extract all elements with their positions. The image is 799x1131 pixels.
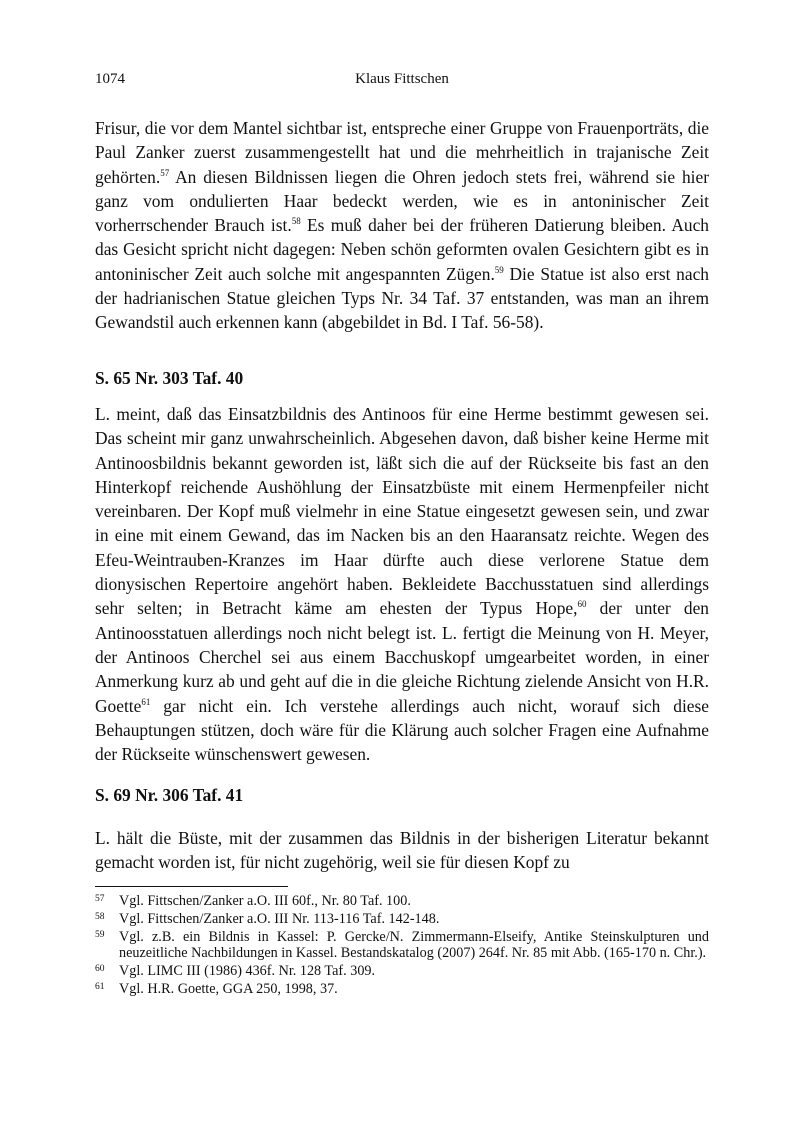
footnote-58 bbox=[95, 911, 709, 928]
footnote-ref[interactable]: 57 bbox=[160, 167, 170, 178]
footnotes bbox=[95, 893, 709, 999]
text-run: L. meint, daß das Einsatzbildnis des Antinoos für eine Herme bestimmt gewesen sei. Das scheint mir ganz unwahrscheinlich. Abgesehen davon, daß bisher keine Herme mit Antinoosbildnis bekannt geworden ist, läßt sich die auf der Rückseite bis fast an den Hinterkopf reichende Aushöhlung der Einsatzbüste mit einem Hermenpfeiler nicht vereinbaren. Der Kopf muß vielmehr in eine Statue eingesetzt gewesen sein, und zwar in eine mit einem Gewand, das im Nacken bis an den Haaransatz reichte. Wegen des Efeu-Weintrauben-Kranzes im Haar dürfte auch diese verlorene Statue dem dionysischen Repertoire angehört haben. Bekleidete Bacchusstatuen sind allerdings sehr selten; in Betracht käme am ehesten der Typus Hope, bbox=[95, 404, 709, 619]
footnote-text: Vgl. Fittschen/Zanker a.O. III Nr. 113-116 Taf. 142-148. bbox=[119, 910, 440, 927]
footnote-number: 60 bbox=[95, 964, 105, 975]
body-paragraph-2 bbox=[95, 402, 709, 766]
body-paragraph-1 bbox=[95, 116, 709, 335]
footnote-60 bbox=[95, 963, 709, 980]
footnote-57 bbox=[95, 893, 709, 910]
text-run: gar nicht ein. Ich verstehe allerdings auch nicht, worauf sich diese Behauptungen stützen, doch wäre für die Klärung auch solcher Fragen eine Aufnahme der Rückseite wünschenswert gewesen. bbox=[95, 695, 709, 765]
footnote-number: 58 bbox=[95, 911, 105, 922]
footnote-text: Vgl. z.B. ein Bildnis in Kassel: P. Gercke/N. Zimmermann-Elseify, Antike Steinskulpturen und neuzeitliche Nachbildungen in Kassel. Bestandskatalog (2007) 264f. Nr. 85 mit Abb. (165-170 n. Chr.). bbox=[119, 928, 709, 962]
text-run: Es muß daher bei der früheren Datierung bleiben. Auch das Gesicht spricht nicht dagegen: Neben schön geformten ovalen Gesichtern gibt es in antoninischer Zeit auch solche mit angespannten Zügen. bbox=[95, 215, 709, 284]
running-head-author: Klaus Fittschen bbox=[355, 71, 449, 87]
body-paragraph-3: L. hält die Büste, mit der zusammen das Bildnis in der bisherigen Literatur bekannt gemacht worden ist, für nicht zugehörig, weil sie für diesen Kopf zu bbox=[95, 828, 709, 873]
page-number: 1074 bbox=[95, 71, 125, 87]
footnote-divider bbox=[95, 886, 288, 887]
text-run: der unter den Antinoosstatuen allerdings noch nicht belegt ist. L. fertigt die Meinung von H. Meyer, der Antinoos Cherchel sei aus einem Bacchuskopf umgearbeitet worden, in einer Anmerkung kurz ab und geht auf die in die gleiche Richtung zielende Ansicht von H.R. Goette bbox=[95, 598, 709, 716]
section-heading-2: S. 69 Nr. 306 Taf. 41 bbox=[95, 785, 244, 805]
footnote-ref[interactable]: 60 bbox=[577, 599, 587, 610]
footnote-ref[interactable]: 61 bbox=[141, 696, 151, 707]
footnote-number: 61 bbox=[95, 981, 105, 992]
running-head bbox=[95, 71, 709, 91]
text-run: Frisur, die vor dem Mantel sichtbar ist, entspreche einer Gruppe von Frauenporträts, die Paul Zanker zuerst zusammengestellt hat und die mehrheitlich in trajanische Zeit gehörten. bbox=[95, 118, 709, 187]
text-run: An diesen Bildnissen liegen die Ohren jedoch stets frei, während sie hier ganz vom ondulierten Haar bedeckt werden, wie es in antoninischer Zeit vorherrschender Brauch ist. bbox=[95, 166, 709, 236]
text-run: Die Statue ist also erst nach der hadrianischen Statue gleichen Typs Nr. 34 Taf. 37 entstanden, was man an ihrem Gewandstil auch erkennen kann (abgebildet in Bd. I Taf. 56-58). bbox=[95, 263, 709, 333]
footnote-59 bbox=[95, 929, 709, 963]
footnote-ref[interactable]: 59 bbox=[494, 264, 504, 275]
footnote-text: Vgl. H.R. Goette, GGA 250, 1998, 37. bbox=[119, 980, 338, 997]
footnote-text: Vgl. LIMC III (1986) 436f. Nr. 128 Taf. 309. bbox=[119, 963, 376, 980]
footnote-number: 59 bbox=[95, 929, 105, 940]
footnote-61 bbox=[95, 981, 709, 998]
footnote-number: 57 bbox=[95, 894, 105, 904]
section-heading-1: S. 65 Nr. 303 Taf. 40 bbox=[95, 368, 244, 388]
footnote-text: Vgl. Fittschen/Zanker a.O. III 60f., Nr. 80 Taf. 100. bbox=[119, 893, 411, 909]
footnote-ref[interactable]: 58 bbox=[291, 216, 301, 227]
